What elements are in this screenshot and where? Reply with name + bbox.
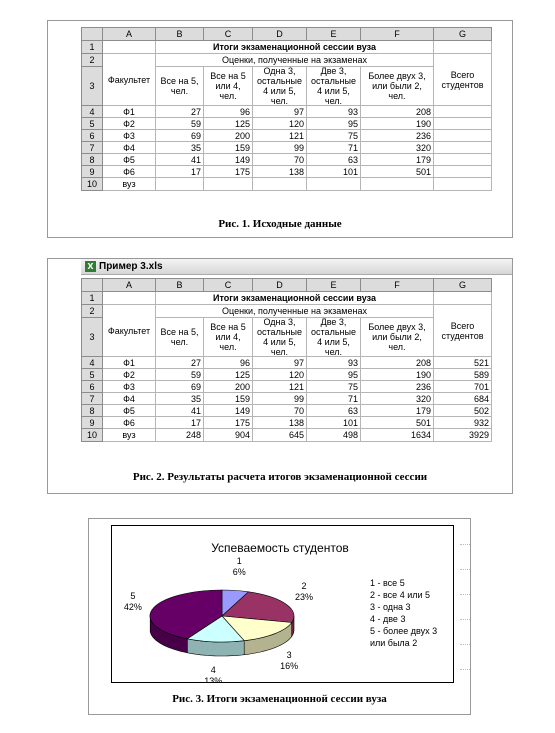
table-cell[interactable] (434, 118, 492, 130)
slice-percent-label: 6% (232, 566, 246, 577)
table-cell[interactable]: 35 (156, 142, 204, 154)
table-cell[interactable]: 125 (204, 369, 253, 381)
table-cell[interactable]: 99 (253, 393, 307, 405)
header-more-than-two-3[interactable]: Более двух 3, или были 2, чел. (361, 67, 434, 106)
table-cell[interactable]: 501 (361, 417, 434, 429)
row-header-8[interactable]: 8 (82, 154, 103, 166)
table-cell[interactable]: 41 (156, 154, 204, 166)
figure-2-caption: Рис. 2. Результаты расчета итогов экзаменационной сессии (132, 471, 428, 483)
table-cell[interactable]: 159 (204, 393, 253, 405)
table-cell[interactable]: 149 (204, 405, 253, 417)
table-cell[interactable]: 121 (253, 381, 307, 393)
table-cell[interactable]: 645 (253, 429, 307, 442)
slice-number-label: 2 (301, 581, 307, 592)
row-header-8[interactable]: 8 (82, 405, 103, 417)
table-cell[interactable] (361, 178, 434, 191)
faculty-name-cell[interactable]: Ф5 (103, 154, 156, 166)
table-cell[interactable]: 200 (204, 381, 253, 393)
row-header-5[interactable]: 5 (82, 369, 103, 381)
table-cell[interactable]: 17 (156, 417, 204, 429)
column-header-e[interactable]: E (307, 28, 361, 41)
legend-entry: 3 - одна 3 (370, 602, 411, 612)
table-cell[interactable]: 71 (307, 142, 361, 154)
faculty-name-cell[interactable]: Ф6 (103, 166, 156, 178)
column-header-b[interactable]: B (156, 28, 204, 41)
table-cell[interactable] (434, 166, 492, 178)
chart-title: Успеваемость студентов (211, 541, 349, 555)
table-cell[interactable]: 121 (253, 130, 307, 142)
faculty-name-cell[interactable]: Ф4 (103, 142, 156, 154)
row-header-2[interactable]: 2 (82, 54, 103, 67)
slice-number-label: 3 (286, 649, 292, 660)
figure-1-caption: Рис. 1. Исходные данные (218, 218, 342, 230)
table-cell[interactable]: 701 (434, 381, 492, 393)
cell-a1[interactable] (103, 292, 156, 305)
cell-g1[interactable] (434, 41, 492, 54)
table-cell[interactable]: 101 (307, 166, 361, 178)
table-cell[interactable]: 236 (361, 381, 434, 393)
column-header-a[interactable]: A (103, 28, 156, 41)
table-cell[interactable]: 70 (253, 405, 307, 417)
header-all-5-or-4[interactable]: Все на 5 или 4, чел. (204, 318, 253, 357)
table-cell[interactable]: 71 (307, 393, 361, 405)
row-header-1[interactable]: 1 (82, 41, 103, 54)
table-cell[interactable]: 179 (361, 154, 434, 166)
table-cell[interactable] (434, 178, 492, 191)
table-cell[interactable]: 41 (156, 405, 204, 417)
table-cell[interactable]: 159 (204, 142, 253, 154)
table-cell[interactable]: 97 (253, 357, 307, 369)
table-cell[interactable]: 589 (434, 369, 492, 381)
column-header-a[interactable]: A (103, 279, 156, 292)
table-cell[interactable]: 95 (307, 118, 361, 130)
table-cell[interactable]: 236 (361, 130, 434, 142)
table-cell[interactable]: 208 (361, 357, 434, 369)
table-cell[interactable]: 70 (253, 154, 307, 166)
header-one-3[interactable]: Одна 3, остальные 4 или 5, чел. (253, 318, 307, 357)
column-header-e[interactable]: E (307, 279, 361, 292)
header-more-than-two-3[interactable]: Более двух 3, или были 2, чел. (361, 318, 434, 357)
header-faculty[interactable]: Факультет (103, 305, 156, 357)
faculty-name-cell[interactable]: Ф1 (103, 106, 156, 118)
table-cell[interactable]: 69 (156, 130, 204, 142)
slice-number-label: 5 (130, 591, 136, 602)
table-cell[interactable]: 125 (204, 118, 253, 130)
table-cell[interactable]: 69 (156, 381, 204, 393)
table-cell[interactable]: 63 (307, 405, 361, 417)
slice-percent-label: 13% (204, 675, 223, 682)
column-header-c[interactable]: C (204, 279, 253, 292)
column-header-g[interactable]: G (434, 28, 492, 41)
row-header-2[interactable]: 2 (82, 305, 103, 318)
select-all-corner[interactable] (82, 28, 103, 41)
header-all-5[interactable]: Все на 5, чел. (156, 67, 204, 106)
row-header-4[interactable]: 4 (82, 106, 103, 118)
column-header-g[interactable]: G (434, 279, 492, 292)
table-cell[interactable]: 59 (156, 118, 204, 130)
sheet-title[interactable]: Итоги экзаменационной сессии вуза (156, 41, 434, 54)
faculty-name-cell[interactable]: Ф3 (103, 130, 156, 142)
column-header-c[interactable]: C (204, 28, 253, 41)
table-cell[interactable]: 248 (156, 429, 204, 442)
faculty-name-cell[interactable]: вуз (103, 429, 156, 442)
faculty-name-cell[interactable]: Ф1 (103, 357, 156, 369)
table-cell[interactable]: 208 (361, 106, 434, 118)
column-header-d[interactable]: D (253, 279, 307, 292)
table-cell[interactable]: 190 (361, 369, 434, 381)
table-cell[interactable]: 175 (204, 417, 253, 429)
table-cell[interactable]: 149 (204, 154, 253, 166)
faculty-name-cell[interactable]: Ф2 (103, 118, 156, 130)
row-header-6[interactable]: 6 (82, 381, 103, 393)
row-header-7[interactable]: 7 (82, 393, 103, 405)
row-header-6[interactable]: 6 (82, 130, 103, 142)
table-cell[interactable]: 3929 (434, 429, 492, 442)
row-header-10[interactable]: 10 (82, 178, 103, 191)
window-title: Пример 3.xls (99, 261, 163, 272)
row-header-1[interactable]: 1 (82, 292, 103, 305)
table-cell[interactable]: 501 (361, 166, 434, 178)
table-cell[interactable]: 27 (156, 357, 204, 369)
table-cell[interactable]: 93 (307, 106, 361, 118)
faculty-name-cell[interactable]: Ф5 (103, 405, 156, 417)
table-cell[interactable] (156, 178, 204, 191)
header-total[interactable]: Всего студентов (434, 305, 492, 357)
table-cell[interactable]: 96 (204, 106, 253, 118)
table-cell[interactable]: 75 (307, 381, 361, 393)
slice-number-label: 1 (236, 555, 242, 566)
legend-entry: 1 - все 5 (370, 578, 405, 588)
row-header-4[interactable]: 4 (82, 357, 103, 369)
table-cell[interactable]: 1634 (361, 429, 434, 442)
spreadsheet-2 (81, 278, 492, 442)
table-cell[interactable]: 35 (156, 393, 204, 405)
header-two-3[interactable]: Две 3, остальные 4 или 5, чел. (307, 67, 361, 106)
column-header-f[interactable]: F (361, 28, 434, 41)
table-cell[interactable]: 96 (204, 357, 253, 369)
table-cell[interactable]: 101 (307, 417, 361, 429)
window-title-bar (81, 259, 512, 275)
table-cell[interactable]: 17 (156, 166, 204, 178)
slice-percent-label: 16% (280, 660, 299, 671)
header-grades-group[interactable]: Оценки, полученные на экзаменах (156, 54, 434, 67)
table-cell[interactable]: 120 (253, 369, 307, 381)
table-cell[interactable] (307, 178, 361, 191)
table-cell[interactable]: 521 (434, 357, 492, 369)
figure-3-frame (88, 518, 471, 715)
faculty-name-cell[interactable]: Ф3 (103, 381, 156, 393)
table-cell[interactable]: 93 (307, 357, 361, 369)
legend-entry: 4 - две 3 (370, 614, 406, 624)
row-header-7[interactable]: 7 (82, 142, 103, 154)
table-cell[interactable] (434, 142, 492, 154)
table-cell[interactable] (253, 178, 307, 191)
cell-a1[interactable] (103, 41, 156, 54)
table-cell[interactable]: 138 (253, 417, 307, 429)
table-cell[interactable]: 200 (204, 130, 253, 142)
table-cell[interactable]: 95 (307, 369, 361, 381)
figure-1-frame (47, 20, 513, 238)
table-cell[interactable]: 75 (307, 130, 361, 142)
header-all-5[interactable]: Все на 5, чел. (156, 318, 204, 357)
table-cell[interactable]: 932 (434, 417, 492, 429)
header-one-3[interactable]: Одна 3, остальные 4 или 5, чел. (253, 67, 307, 106)
row-header-3[interactable]: 3 (82, 67, 103, 106)
legend-entry: 2 - все 4 или 5 (370, 590, 431, 600)
table-cell[interactable]: 120 (253, 118, 307, 130)
table-cell[interactable]: 498 (307, 429, 361, 442)
table-cell[interactable]: 59 (156, 369, 204, 381)
table-cell[interactable] (434, 154, 492, 166)
legend-entry: 5 - более двух 3 (370, 626, 438, 636)
excel-file-icon: X (85, 261, 96, 272)
legend-entry: или была 2 (370, 638, 418, 648)
pie-chart (112, 526, 453, 682)
table-cell[interactable]: 138 (253, 166, 307, 178)
table-cell[interactable]: 99 (253, 142, 307, 154)
row-header-3[interactable]: 3 (82, 318, 103, 357)
faculty-name-cell[interactable]: Ф6 (103, 417, 156, 429)
column-header-d[interactable]: D (253, 28, 307, 41)
table-cell[interactable]: 684 (434, 393, 492, 405)
header-two-3[interactable]: Две 3, остальные 4 или 5, чел. (307, 318, 361, 357)
faculty-name-cell[interactable]: Ф2 (103, 369, 156, 381)
table-cell[interactable]: 190 (361, 118, 434, 130)
table-cell[interactable]: 179 (361, 405, 434, 417)
table-cell[interactable]: 502 (434, 405, 492, 417)
figure-2-frame (47, 258, 513, 494)
row-header-10[interactable]: 10 (82, 429, 103, 442)
slice-number-label: 4 (210, 664, 216, 675)
table-cell[interactable]: 97 (253, 106, 307, 118)
slice-percent-label: 23% (294, 592, 314, 603)
row-header-5[interactable]: 5 (82, 118, 103, 130)
column-header-b[interactable]: B (156, 279, 204, 292)
table-cell[interactable] (434, 130, 492, 142)
table-cell[interactable] (434, 106, 492, 118)
column-header-f[interactable]: F (361, 279, 434, 292)
table-cell[interactable]: 175 (204, 166, 253, 178)
table-cell[interactable] (204, 178, 253, 191)
slice-percent-label: 42% (123, 602, 142, 613)
table-cell[interactable]: 27 (156, 106, 204, 118)
header-faculty[interactable]: Факультет (103, 54, 156, 106)
sheet-title[interactable]: Итоги экзаменационной сессии вуза (156, 292, 434, 305)
faculty-name-cell[interactable]: вуз (103, 178, 156, 191)
table-cell[interactable]: 904 (204, 429, 253, 442)
table-cell[interactable]: 63 (307, 154, 361, 166)
faculty-name-cell[interactable]: Ф4 (103, 393, 156, 405)
select-all-corner[interactable] (82, 279, 103, 292)
row-header-9[interactable]: 9 (82, 166, 103, 178)
header-grades-group[interactable]: Оценки, полученные на экзаменах (156, 305, 434, 318)
table-cell[interactable]: 320 (361, 393, 434, 405)
row-header-9[interactable]: 9 (82, 417, 103, 429)
spreadsheet-1 (81, 27, 492, 191)
table-cell[interactable]: 320 (361, 142, 434, 154)
header-total[interactable]: Всего студентов (434, 54, 492, 106)
header-all-5-or-4[interactable]: Все на 5 или 4, чел. (204, 67, 253, 106)
cell-g1[interactable] (434, 292, 492, 305)
figure-3-caption: Рис. 3. Итоги экзаменационной сессии вуза (172, 693, 387, 705)
chart-area (111, 525, 454, 683)
